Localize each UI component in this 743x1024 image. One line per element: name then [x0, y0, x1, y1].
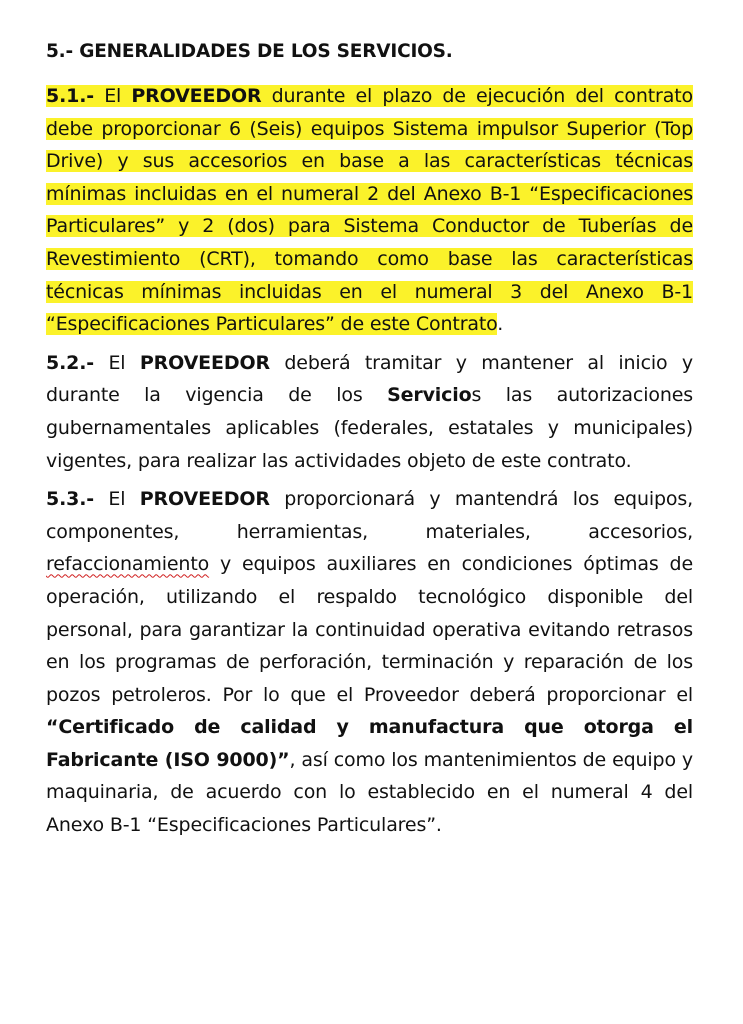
clause-number: 5.3.- [46, 488, 95, 511]
paragraph-text: . [497, 313, 504, 336]
paragraph-text: , así como los mantenimientos de equipo y maquinaria, de acuerdo con lo establecido en el numeral 4 del Anexo B-1 “Especificaciones Particulares”. [46, 748, 693, 837]
bold-term: PROVEEDOR [139, 488, 270, 511]
bold-term: “Certificado de calidad y manufactura que otorga el Fabricante (ISO 9000)” [46, 716, 693, 771]
paragraph-text: deberá tramitar y mantener al inicio y durante la vigencia de los [46, 351, 693, 407]
spellcheck-flagged-word[interactable]: refaccionamiento [46, 553, 210, 576]
paragraph-5-3 [46, 483, 693, 842]
bold-term: PROVEEDOR [139, 351, 270, 374]
paragraph-text: durante el plazo de ejecución del contrato debe proporcionar 6 (Seis) equipos Sistema impulsor Superior (Top Drive) y sus accesorios en base a las características técnicas mínimas incluidas en el numeral 2 del Anexo B-1 “Especificaciones Particulares” y 2 (dos) para Sistema Conductor de Tuberías de Revestimiento (CRT), tomando como base las características técnicas mínimas incluidas en el numeral 3 del Anexo B-1 “Especificaciones Particulares” de este Contrato [46, 85, 693, 336]
paragraph-5-2 [46, 347, 693, 477]
paragraph-text: s las autorizaciones gubernamentales aplicables (federales, estatales y municipales) vigentes, para realizar las actividades objeto de este contrato. [46, 384, 694, 472]
bold-term: PROVEEDOR [131, 85, 262, 107]
paragraph-5-1 [46, 80, 693, 341]
highlighted-text [46, 85, 693, 335]
paragraph-text: proporcionará y mantendrá los equipos, componentes, herramientas, materiales, accesorios, [46, 488, 693, 543]
section-heading: 5.- GENERALIDADES DE LOS SERVICIOS. [46, 41, 453, 62]
bold-term: Servicio [387, 384, 472, 407]
paragraph-text: y equipos auxiliares en condiciones óptimas de operación, utilizando el respaldo tecnológico disponible del personal, para garantizar la continuidad operativa evitando retrasos en los programas de perforación, terminación y reparación de los pozos petroleros. Por lo que el Proveedor deberá proporcionar el [46, 553, 693, 706]
paragraph-text: El [94, 85, 132, 107]
clause-number: 5.2.- [46, 351, 95, 374]
paragraph-text: El [94, 488, 140, 511]
paragraph-text: El [94, 351, 140, 374]
clause-number: 5.1.- [46, 85, 95, 107]
